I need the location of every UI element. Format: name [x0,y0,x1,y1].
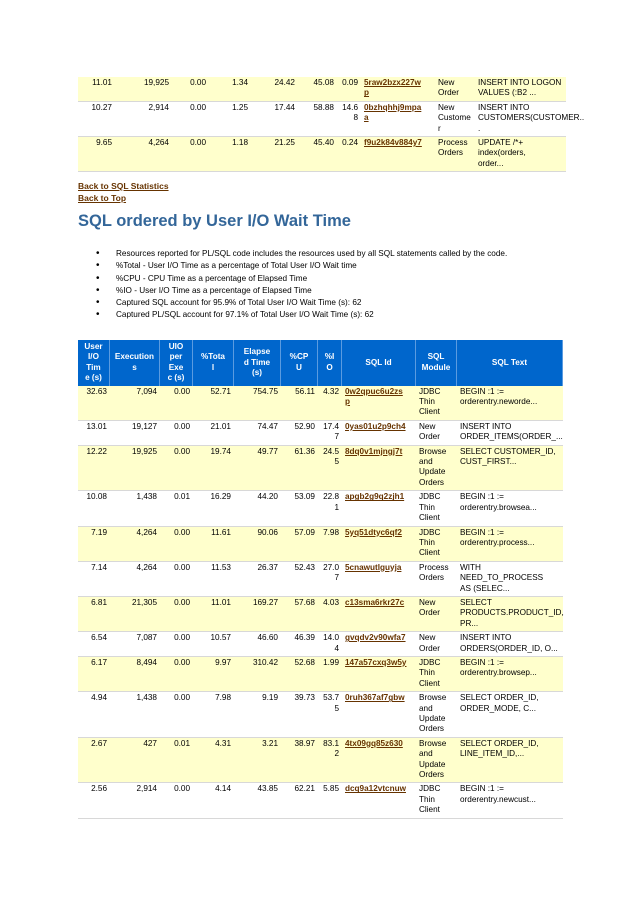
cell-user-io-time: 9.65 [78,137,115,172]
cell-pct-total: 16.29 [193,491,234,526]
navigation-links [78,180,169,204]
cell-sql-text: BEGIN :1 := orderentry.newcust... [457,783,563,818]
cell-executions: 1,438 [110,491,160,526]
cell-sql-module: JDBC Thin Client [416,657,457,692]
cell-pct-io: 83.1 2 [318,738,342,784]
table-row [78,446,563,492]
header-sql-module: SQL Module [416,340,457,386]
table-row [78,562,563,597]
cell-sql-text: SELECT CUSTOMER_ID, CUST_FIRST... [457,446,563,492]
cell-elapsed-time: 43.85 [234,783,281,818]
cell-pct-cpu: 57.09 [281,527,318,562]
cell-pct-io: 14.6 8 [337,102,361,137]
cell-pct-io: 0.09 [337,77,361,102]
sql-id-link[interactable]: dcq9a12vtcnuw [345,784,406,794]
note-item: • %IO - User I/O Time as a percentage of Elapsed Time [82,285,507,297]
cell-executions: 1,438 [110,692,160,738]
cell-sql-text: UPDATE /*+ index(orders, order... [475,137,566,172]
cell-pct-cpu: 52.90 [281,421,318,446]
cell-user-io-time: 10.27 [78,102,115,137]
header-row [78,340,563,386]
cell-pct-total: 9.97 [193,657,234,692]
cell-user-io-time: 32.63 [78,386,110,421]
cell-sql-text: INSERT INTO CUSTOMERS(CUSTOMER.. . [475,102,566,137]
sql-id-link[interactable]: c13sma6rkr27c [345,597,405,607]
cell-uio-per-exec: 0.00 [160,386,193,421]
sql-id-link[interactable]: 0bzhqhhj9mpa a [364,102,422,123]
sql-id-link[interactable]: 0yas01u2p9ch4 [345,421,406,431]
cell-sql-module: Browse and Update Orders [416,692,457,738]
section-title: SQL ordered by User I/O Wait Time [78,212,351,230]
user-io-wait-table [78,340,563,819]
cell-pct-cpu: 56.11 [281,386,318,421]
cell-pct-total: 19.74 [193,446,234,492]
cell-executions: 427 [110,738,160,784]
cell-uio-per-exec: 0.01 [160,491,193,526]
cell-sql-id [342,597,416,632]
cell-pct-cpu: 52.68 [281,657,318,692]
cell-sql-id [342,491,416,526]
cell-sql-module: Process Orders [435,137,475,172]
table-row [78,491,563,526]
cell-sql-text: BEGIN :1 := orderentry.process... [457,527,563,562]
cell-sql-id [361,102,435,137]
cell-pct-total: 1.34 [209,77,251,102]
cell-user-io-time: 4.94 [78,692,110,738]
cell-pct-io: 22.8 1 [318,491,342,526]
cell-sql-module: New Order [435,77,475,102]
cell-pct-cpu: 62.21 [281,783,318,818]
cell-sql-id [361,137,435,172]
header-uio-per-exec: UIO per Exe c (s) [160,340,193,386]
table-row [78,597,563,632]
cell-pct-total: 1.18 [209,137,251,172]
cell-pct-cpu: 53.09 [281,491,318,526]
cell-elapsed-time: 9.19 [234,692,281,738]
cell-user-io-time: 7.14 [78,562,110,597]
cell-executions: 19,127 [110,421,160,446]
table-row [78,77,566,102]
table-row [78,386,563,421]
cell-executions: 7,087 [110,632,160,657]
note-item: • Resources reported for PL/SQL code includes the resources used by all SQL statements called by the code. [82,248,507,260]
note-item: • Captured SQL account for 95.9% of Total User I/O Wait Time (s): 62 [82,297,507,309]
cell-uio-per-exec: 0.00 [172,137,209,172]
cell-uio-per-exec: 0.00 [160,446,193,492]
cell-pct-io: 24.5 5 [318,446,342,492]
cell-sql-text: SELECT PRODUCTS.PRODUCT_ID, PR... [457,597,563,632]
cell-sql-module: JDBC Thin Client [416,491,457,526]
cell-sql-text: INSERT INTO LOGON VALUES (:B2 ... [475,77,566,102]
cell-uio-per-exec: 0.00 [160,783,193,818]
cell-uio-per-exec: 0.00 [172,102,209,137]
cell-pct-io: 4.32 [318,386,342,421]
cell-elapsed-time: 26.37 [234,562,281,597]
cell-executions: 19,925 [115,77,172,102]
cell-executions: 7,094 [110,386,160,421]
cell-user-io-time: 11.01 [78,77,115,102]
cell-elapsed-time: 169.27 [234,597,281,632]
cell-user-io-time: 6.17 [78,657,110,692]
table-row [78,102,566,137]
cell-sql-id [342,738,416,784]
cell-sql-id [342,527,416,562]
cell-sql-id [361,77,435,102]
cell-elapsed-time: 21.25 [251,137,298,172]
cell-elapsed-time: 44.20 [234,491,281,526]
cell-pct-io: 53.7 5 [318,692,342,738]
cell-pct-io: 5.85 [318,783,342,818]
cell-executions: 4,264 [115,137,172,172]
cell-elapsed-time: 3.21 [234,738,281,784]
table-row [78,421,563,446]
sql-id-link[interactable]: 0w2qpuc6u2zs p [345,386,403,407]
cell-elapsed-time: 754.75 [234,386,281,421]
sql-id-link[interactable]: 4tx09gq85z630 [345,738,403,748]
cell-sql-module: Process Orders [416,562,457,597]
table-row [78,632,563,657]
cell-elapsed-time: 17.44 [251,102,298,137]
sql-id-link[interactable]: 5raw2bzx227w p [364,78,421,98]
cell-elapsed-time: 24.42 [251,77,298,102]
cell-user-io-time: 13.01 [78,421,110,446]
table-row [78,692,563,738]
header-pct-total: %Tota l [193,340,234,386]
note-item: • %CPU - CPU Time as a percentage of Elapsed Time [82,273,507,285]
cell-sql-text: BEGIN :1 := orderentry.browsea... [457,491,563,526]
cell-user-io-time: 7.19 [78,527,110,562]
cell-pct-total: 11.61 [193,527,234,562]
cell-sql-text: BEGIN :1 := orderentry.neworde... [457,386,563,421]
cell-pct-cpu: 45.08 [298,77,337,102]
cell-sql-id [342,562,416,597]
cell-uio-per-exec: 0.00 [160,692,193,738]
cell-uio-per-exec: 0.00 [160,657,193,692]
cell-pct-cpu: 45.40 [298,137,337,172]
cell-pct-total: 1.25 [209,102,251,137]
table-row [78,527,563,562]
table-row [78,783,563,818]
sql-id-link[interactable]: f9u2k84v884y7 [364,138,422,148]
cell-pct-cpu: 52.43 [281,562,318,597]
cell-pct-total: 11.53 [193,562,234,597]
cell-executions: 2,914 [115,102,172,137]
cell-sql-module: JDBC Thin Client [416,783,457,818]
cell-pct-io: 4.03 [318,597,342,632]
sql-id-link[interactable]: apgb2g9q2zjh1 [345,492,405,502]
cell-sql-id [342,657,416,692]
cell-executions: 2,914 [110,783,160,818]
cell-pct-cpu: 38.97 [281,738,318,784]
cell-pct-cpu: 58.88 [298,102,337,137]
cell-sql-id [342,632,416,657]
cell-sql-id [342,783,416,818]
cell-user-io-time: 6.54 [78,632,110,657]
sql-id-link[interactable]: 5cnawutlguyja [345,562,402,572]
note-item: • Captured PL/SQL account for 97.1% of Total User I/O Wait Time (s): 62 [82,309,507,321]
cell-elapsed-time: 90.06 [234,527,281,562]
header-executions: Execution s [110,340,160,386]
header-user-io-time: User I/O Tim e (s) [78,340,110,386]
note-item: • %Total - User I/O Time as a percentage of Total User I/O Wait time [82,260,507,272]
cell-pct-total: 7.98 [193,692,234,738]
cell-uio-per-exec: 0.00 [172,77,209,102]
cell-pct-cpu: 46.39 [281,632,318,657]
cell-uio-per-exec: 0.00 [160,421,193,446]
cell-user-io-time: 10.08 [78,491,110,526]
sql-id-link[interactable]: 147a57cxq3w5y [345,657,407,667]
cell-sql-module: New Custome r [435,102,475,137]
cell-executions: 21,305 [110,597,160,632]
header-sql-text: SQL Text [457,340,563,386]
cell-pct-io: 17.4 7 [318,421,342,446]
sql-id-link[interactable]: 0ruh367af7gbw [345,693,405,703]
cell-sql-text: INSERT INTO ORDER_ITEMS(ORDER_... [457,421,563,446]
cell-user-io-time: 2.56 [78,783,110,818]
cell-user-io-time: 12.22 [78,446,110,492]
cell-executions: 4,264 [110,527,160,562]
back-to-sql-statistics-link[interactable]: Back to SQL Statistics [78,181,169,191]
cell-sql-id [342,446,416,492]
cell-sql-id [342,421,416,446]
cell-pct-total: 21.01 [193,421,234,446]
cell-sql-text: SELECT ORDER_ID, ORDER_MODE, C... [457,692,563,738]
sql-id-link[interactable]: 8dq0v1mjngj7t [345,446,403,456]
cell-sql-module: JDBC Thin Client [416,527,457,562]
cell-elapsed-time: 74.47 [234,421,281,446]
cell-sql-id [342,386,416,421]
cell-sql-text: BEGIN :1 := orderentry.browsep... [457,657,563,692]
cell-pct-cpu: 61.36 [281,446,318,492]
cell-user-io-time: 6.81 [78,597,110,632]
cell-sql-module: Browse and Update Orders [416,738,457,784]
sql-id-link[interactable]: 5yq51dtyc6qf2 [345,527,402,537]
cell-pct-total: 4.14 [193,783,234,818]
cell-uio-per-exec: 0.00 [160,597,193,632]
cell-sql-text: INSERT INTO ORDERS(ORDER_ID, O... [457,632,563,657]
cell-sql-module: New Order [416,597,457,632]
cell-executions: 4,264 [110,562,160,597]
cell-uio-per-exec: 0.00 [160,632,193,657]
cell-pct-total: 4.31 [193,738,234,784]
cell-sql-id [342,692,416,738]
cell-pct-total: 52.71 [193,386,234,421]
cell-pct-io: 27.0 7 [318,562,342,597]
table-row [78,137,566,172]
top-sql-table [78,77,585,172]
cell-executions: 19,925 [110,446,160,492]
cell-elapsed-time: 310.42 [234,657,281,692]
cell-pct-io: 1.99 [318,657,342,692]
table-row [78,657,563,692]
cell-pct-io: 7.98 [318,527,342,562]
header-elapsed-time: Elapse d Time (s) [234,340,281,386]
table-row [78,738,563,784]
cell-sql-module: JDBC Thin Client [416,386,457,421]
cell-pct-io: 14.0 4 [318,632,342,657]
cell-sql-module: Browse and Update Orders [416,446,457,492]
sql-id-link[interactable]: gvqdv2v90wfa7 [345,633,406,643]
header-sql-id: SQL Id [342,340,416,386]
cell-pct-total: 11.01 [193,597,234,632]
cell-pct-total: 10.57 [193,632,234,657]
cell-pct-cpu: 57.68 [281,597,318,632]
cell-pct-io: 0.24 [337,137,361,172]
header-pct-io: %I O [318,340,342,386]
cell-elapsed-time: 46.60 [234,632,281,657]
cell-executions: 8,494 [110,657,160,692]
header-pct-cpu: %CP U [281,340,318,386]
section-notes [82,248,507,322]
cell-pct-cpu: 39.73 [281,692,318,738]
cell-elapsed-time: 49.77 [234,446,281,492]
back-to-top-link[interactable]: Back to Top [78,193,127,203]
cell-sql-module: New Order [416,632,457,657]
cell-uio-per-exec: 0.00 [160,527,193,562]
cell-sql-text: WITH NEED_TO_PROCESS AS (SELEC... [457,562,563,597]
cell-uio-per-exec: 0.00 [160,562,193,597]
cell-sql-module: New Order [416,421,457,446]
cell-uio-per-exec: 0.01 [160,738,193,784]
cell-user-io-time: 2.67 [78,738,110,784]
cell-sql-text: SELECT ORDER_ID, LINE_ITEM_ID,... [457,738,563,784]
